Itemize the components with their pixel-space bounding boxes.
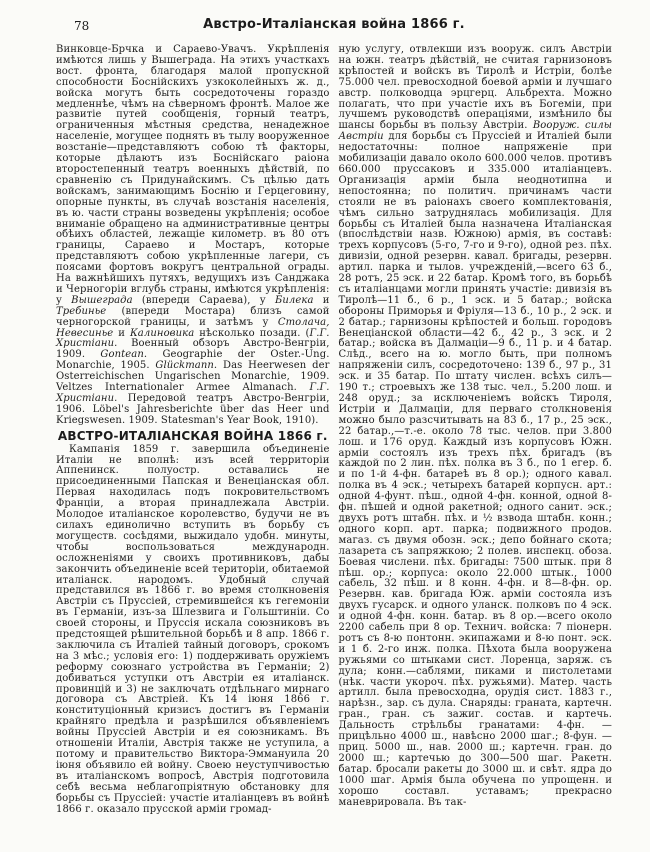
- text-run: нѣсколько позади. (: [194, 327, 310, 339]
- article-section-heading: АВСТРО-ИТАЛІАНСКАЯ ВОЙНА 1866 г.: [57, 428, 328, 443]
- italic-text-run: Вышеграда: [71, 294, 133, 306]
- text-run: ную услугу, отвлекши изъ вооруж. силъ Австріи на южн. театръ дѣйствій, не считая гарнизоновъ крѣпостей и войскъ въ Тиролѣ и Истріи, болѣе 75.000 чел. превосходной боевой арміи и лучшаго австр. полководца эрцгерц. Альбрехта. Можно полагать, что при участіе ихъ въ Богеміи, при лучшемъ руководствѣ операціями, измѣнило бы шансы борьбы въ пользу Австріи.: [338, 44, 612, 132]
- column-left: [56, 45, 330, 815]
- running-title: Австро-Италіанская война 1866 г.: [203, 17, 465, 32]
- italic-text-run: Вооруж. силы Австріи: [338, 120, 612, 143]
- text-run: Военный обзоръ Австро-Венгріи, 1909.: [56, 338, 330, 361]
- page-header: [56, 16, 612, 38]
- paragraph: [56, 45, 330, 427]
- text-run: Das Heerwesen der Osterreichischen Ungarischen Monarchie, 1909. Veltzes Internationaler Armee Almanach.: [56, 360, 330, 394]
- text-run: и: [113, 327, 130, 339]
- italic-text-run: Gontean.: [100, 349, 148, 361]
- text-run: Винковце-Брчка и Сараево-Увачъ. Укрѣпленія имѣются лишь у Вышеграда. На этихъ участкахъ вост. фронта, благодаря малой пропускной способности Боснійскихъ узкоколейныхъ ж. д., войска могутъ быть сосредоточены гораздо медленнѣе, чѣмъ на сѣверномъ фронтѣ. Малое же развитіе путей сообщенія, горный театръ, ограниченныя мѣстныя средства, ненадежное населеніе, могущее поднять въ тылу вооруженное возстаніе—представляютъ собою тѣ факторы, которые дѣлаютъ изъ Боснійскаго раіона второстепенный театръ военныхъ дѣйствій, по сравненію съ Придунайскимъ. Съ цѣлью дать войскамъ, занимающимъ Боснію и Герцеговину, опорные пункты, въ случаѣ возстанія населенія, въ ю. части страны возведены укрѣпленія; особое вниманіе обращено на административные центры обѣихъ областей, лежащіе километр. въ 80 отъ границы, Сараево и Мостаръ, которые представляютъ собою укрѣпленные лагери, съ поясами фортовъ вокругъ центральной ограды. На важнѣйшихъ путяхъ, ведущихъ изъ Санджака и Черногоріи вглубь страны, имѣются укрѣпленія: у: [56, 44, 330, 306]
- italic-text-run: Билека: [274, 294, 314, 306]
- italic-text-run: Glückmann.: [155, 360, 218, 372]
- paragraph: [56, 445, 330, 816]
- column-right: [339, 45, 613, 815]
- text-run: Передовой театръ Австро-Венгріи, 1906. Löbel's Jahresberichte über das Heer und Kriegswesen. 1909. Statesman's Year Book, 1910).: [56, 393, 330, 426]
- italic-text-run: Г.Г. Христіани.: [56, 382, 330, 404]
- text-run: и: [313, 294, 330, 306]
- italic-text-run: Требинье: [56, 305, 107, 317]
- text-run: Кампанія 1859 г. завершила объединеніе Италіи не вполнѣ: изъ всей территоріи Аппенинск. полуостр. оставались не присоединенными Папская и Венеціанская обл. Первая находилась подъ покровительствомъ Франціи, а вторая принадлежала Австріи. Молодое италіанское королевство, будучи не въ силахъ единолично вступить въ борьбу съ могуществ. сосѣдями, выжидало удобн. минуты, чтобы воспользоваться международн. осложненіями у своихъ противниковъ, дабы закончить объединеніе всей територіи, обитаемой италіанск. народомъ. Удобный случай представился въ 1866 г. во время столкновенія Австріи съ Пруссіей, стремившейся къ гегемоніи въ Германіи, изъ-за Шлезвига и Гольштиніи. Со своей стороны, и Пруссія искала союзниковъ въ предстоящей рѣшительной борьбѣ и 8 апр. 1866 г. заключила съ Италіей тайный договоръ, срокомъ на 3 мѣс.; условія его: 1) поддерживать оружіемъ реформу союзнаго устройства въ Германіи; 2) добиваться уступки отъ Австріи ея италіанск. провинцій и 3) не заключать отдѣльнаго мирнаго договора съ Австріей. Къ 14 іюня 1866 г. конституціонный кризисъ достигъ въ Германіи крайняго предѣла и разрѣшился объявленіемъ войны Пруссіей Австріи и ея союзникамъ. Въ отношеніи Италіи, Австрія также не уступила, а потому и правительство Виктора-Эммануила 20 іюня объявило ей войну. Своею неуступчивостью въ италіанскомъ вопросѣ, Австрія подготовила себѣ весьма неблагопріятную обстановку для борьбы съ Пруссіей: участіе италіанцевъ въ войнѣ 1866 г. оказало прусской арміи громад-: [56, 443, 330, 815]
- text-run: (впереди Сараева), у: [132, 294, 275, 306]
- page-number: 78: [74, 19, 90, 33]
- italic-text-run: Калиновика: [129, 327, 195, 339]
- text-run: для борьбы съ Пруссіей и Италіей были недостаточны: полное напряженіе при мобилизаціи давало около 600.000 челов. противъ 660.000 пруссаковъ и 335.000 италіанцевъ. Организація арміи была неоднотипна и непостоянна; по политич. причинамъ части стояли не въ раіонахъ своего комплектованія, чѣмъ сильно затруднялась мобилизація. Для борьбы съ Италіей была назначена Италіанская (впослѣдствіи назв. Южною) армія, въ составѣ: трехъ корпусовъ (5-го, 7-го и 9-го), одной рез. пѣх. дивизіи, одной резервн. кавал. бригады, резервн. артил. парка и тылов. учрежденій,—всего 63 б., 28 ротъ, 25 эск. и 22 батар. Кромѣ того, въ борьбѣ съ италіанцами могли принять участіе: дивизія въ Тиролѣ—11 б., 6 р., 1 эск. и 5 батар.; войска обороны Приморья и Фріуля—13 б., 10 р., 2 эск. и 2 батар.; гарнизоны крѣпостей и больш. городовъ Венеціанской области—42 б., 42 р., 3 эск. и 2 батар.; войска въ Далмаціи—9 б., 11 р. и 4 батар. Слѣд., всего на ю. могло быть, при полномъ напряженіи силъ, сосредоточено: 139 б., 97 р., 31 эск. и 35 батар. По штату числен. всѣхъ силъ—190 т.; строевыхъ же 138 тыс. чел., 5.200 лош. и 248 оруд.; за исключеніемъ войскъ Тироля, Истріи и Далмаціи, для перваго столкновенія можно было разсчитывать на 83 б., 17 р., 25 эск., 22 батар.,—т.-е. около 78 тыс. челов. при 3.800 лош. и 176 оруд. Каждый изъ корпусовъ Южн. арміи состоялъ изъ трехъ пѣх. бригадъ (въ каждой по 2 лин. пѣх. полка въ 3 б., по 1 егер. б. и по 1-й 4-фн. батареѣ въ 8 ор.); одного кавал. полка въ 4 эск.; четырехъ батарей корпусн. арт.: одной 4-фунт. пѣш., одной 4-фн. конной, одной 8-фн. пѣшей и одной ракетной; одного санит. эск.; двухъ ротъ штабн. пѣх. и ½ взвода штабн. конн.; одного корп. арт. парка; подвижного продов. магаз. съ двумя обозн. эск.; депо бойнаго скота; лазарета съ запряжкою; 2 полев. инспекц. обоза. Боевая числени. пѣх. бригады: 7500 штык. при 8 пѣш. ор.; корпуса: около 22.000 штык., 1000 сабель, 32 пѣш. и 8 конн. 4-фн. и 8—8-фн. ор. Резервн. кав. бригада Юж. арміи состояла изъ двухъ гусарск. и одного уланск. полковъ по 4 эск. и одной 4-фн. конн. батар. въ 8 ор.—всего около 2200 сабель при 8 ор. Технич. войска: 7 піонерн. ротъ съ 8-ю понтонн. экипажами и 8-ю понт. эск. и 1 б. 2-го инж. полка. Пѣхота была вооружена ружьями со штыками сист. Лоренца, заряж. съ дула; конн.—саблями, пиками и пистолетами (нѣк. части укороч. пѣх. ружьями). Матер. часть артилл. была превосходна, орудія сист. 1883 г., нарѣзн., зар. съ дула. Снаряды: граната, картечн. гран., гран. съ зажиг. состав. и картечь. Дальность стрѣльбы гранатами: 4-фн. — прицѣльно 4000 ш., навѣсно 2000 шаг.; 8-фун. — приц. 5000 ш., нав. 2000 ш.; картечн. гран. до 2000 ш.; картечью до 300—500 шаг. Ракетн. батар. бросали ракеты до 3000 ш. и свѣт. ядра до 1000 шаг. Армія была обучена по упрощенн. и хорошо составл. уставамъ; прекрасно маневрировала. Въ так-: [338, 131, 612, 808]
- text-columns: [56, 45, 612, 815]
- italic-text-run: Г.Г. Христіани.: [56, 327, 330, 350]
- text-run: (впереди Мостара) близъ самой черногорской границы, и затѣмъ у: [56, 305, 330, 328]
- text-run: Geographie der Oster.-Ung. Monarchie, 1905.: [56, 349, 330, 372]
- paragraph: [339, 45, 613, 808]
- italic-text-run: Столача, Невесинье: [56, 316, 330, 339]
